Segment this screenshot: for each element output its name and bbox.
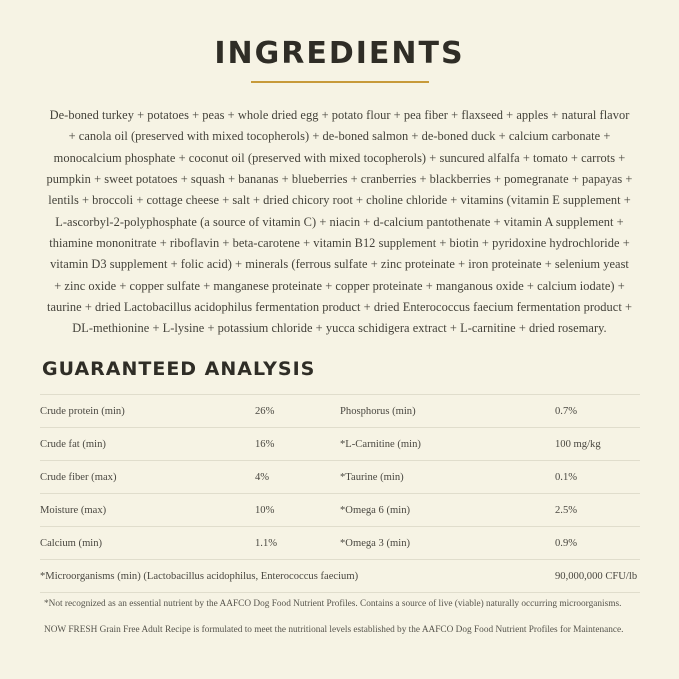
ingredients-text: De-boned turkey + potatoes + peas + whole dried egg + potato flour + pea fiber + flaxseed + apples + natural flavor + canola oil (preserved with mixed tocopherols) + de-boned salmon + de-boned duck + calcium carbonate + monocalcium phosphate + coconut oil (preserved with mixed tocopherols) + suncured alfalfa + tomato + carrots + pumpkin + sweet potatoes + squash + bananas + blueberries + cranberries + blackberries + pomegranate + papayas + lentils + broccoli + cottage cheese + salt + dried chicory root + choline chloride + vitamins (vitamin E supplement + L-ascorbyl-2-polyphosphate (a source of vitamin C) + niacin + d-calcium pantothenate + vitamin A supplement + thiamine mononitrate + riboflavin + beta-carotene + vitamin B12 supplement + biotin + pyridoxine hydrochloride + vitamin D3 supplement + folic acid) + minerals (ferrous sulfate + zinc proteinate + iron proteinate + selenium yeast + zinc oxide + copper sulfate + manganese proteinate + copper proteinate + manganous oxide + calcium iodate) + taurine + dried Lactobacillus acidophilus fermentation product + dried Enterococcus faecium fermentation product + DL-methionine + L-lysine + potassium chloride + yucca schidigera extract + L-carnitine + dried rosemary. — [46, 108, 633, 336]
guaranteed-analysis-section — [40, 358, 640, 593]
table-row — [40, 395, 640, 428]
nutrient-value: 0.9% — [555, 527, 640, 560]
nutrient-value: 0.1% — [555, 461, 640, 494]
nutrient-label: *Omega 3 (min) — [340, 527, 555, 560]
nutrient-value: 100 mg/kg — [555, 428, 640, 461]
table-row — [40, 527, 640, 560]
footnote-aafco-nutrient: *Not recognized as an essential nutrient by the AAFCO Dog Food Nutrient Profiles. Contains a source of live (viable) naturally occurring microorganisms. — [44, 599, 622, 609]
microorganisms-row — [40, 560, 640, 593]
nutrient-label: Crude fiber (max) — [40, 461, 255, 494]
ingredients-heading: INGREDIENTS — [214, 36, 465, 71]
title-divider — [251, 81, 429, 83]
footnote-aafco-statement: NOW FRESH Grain Free Adult Recipe is formulated to meet the nutritional levels established by the AAFCO Dog Food Nutrient Profiles for Maintenance. — [44, 625, 624, 636]
footnotes-section — [40, 597, 640, 638]
nutrient-label: Moisture (max) — [40, 494, 255, 527]
nutrient-label: *L-Carnitine (min) — [340, 428, 555, 461]
table-row — [40, 428, 640, 461]
nutrient-value: 0.7% — [555, 395, 640, 428]
nutrient-value: 10% — [255, 494, 340, 527]
guaranteed-analysis-heading: GUARANTEED ANALYSIS — [42, 358, 316, 380]
table-row — [40, 494, 640, 527]
guaranteed-analysis-table — [40, 394, 640, 593]
nutrient-label: *Omega 6 (min) — [340, 494, 555, 527]
nutrient-label: Crude fat (min) — [40, 428, 255, 461]
nutrient-label: Phosphorus (min) — [340, 395, 555, 428]
microorganisms-value: 90,000,000 CFU/lb — [555, 560, 640, 593]
nutrient-value: 4% — [255, 461, 340, 494]
table-row — [40, 461, 640, 494]
nutrient-value: 26% — [255, 395, 340, 428]
microorganisms-label: *Microorganisms (min) (Lactobacillus acidophilus, Enterococcus faecium) — [40, 560, 555, 593]
nutrient-value: 2.5% — [555, 494, 640, 527]
nutrient-value: 1.1% — [255, 527, 340, 560]
nutrient-label: Crude protein (min) — [40, 395, 255, 428]
nutrient-value: 16% — [255, 428, 340, 461]
nutrient-label: Calcium (min) — [40, 527, 255, 560]
nutrient-label: *Taurine (min) — [340, 461, 555, 494]
